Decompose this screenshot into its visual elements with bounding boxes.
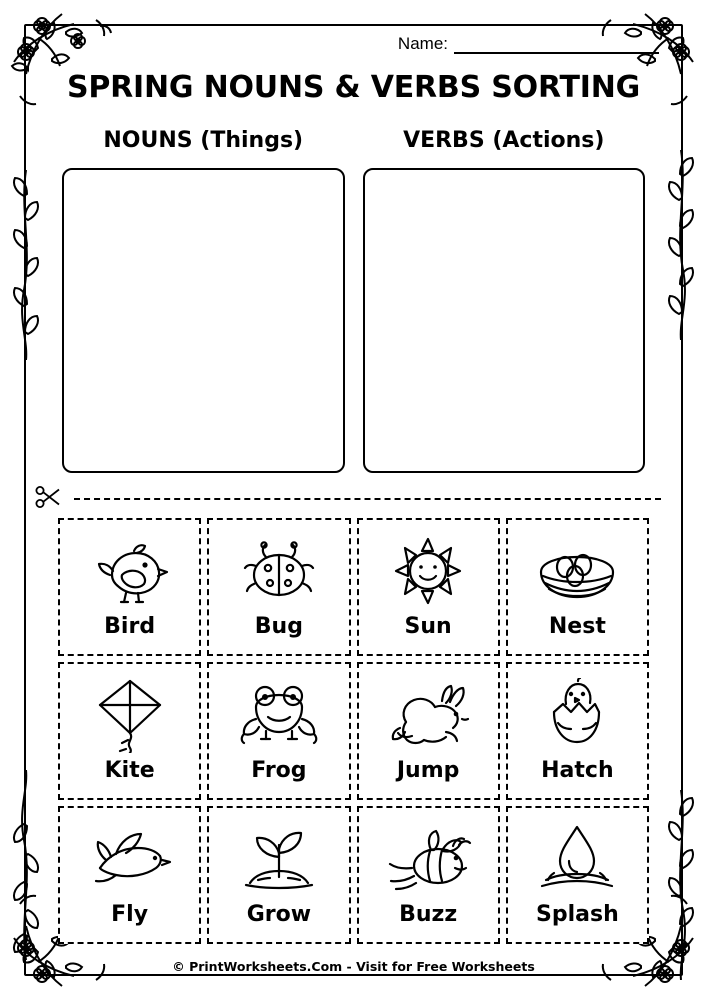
- word-card-grid: [58, 518, 649, 944]
- name-field-row: [398, 34, 659, 54]
- word-label: Jump: [396, 758, 460, 783]
- hatching-chick-icon: [508, 672, 647, 758]
- sorting-boxes: [62, 168, 645, 473]
- word-label: Hatch: [541, 758, 614, 783]
- word-label: Frog: [251, 758, 307, 783]
- sun-icon: [359, 528, 498, 614]
- word-label: Grow: [246, 902, 312, 927]
- scissors-icon: [34, 483, 62, 511]
- flying-bird-icon: [60, 816, 199, 902]
- word-card[interactable]: [58, 518, 201, 656]
- word-card[interactable]: [506, 662, 649, 800]
- word-label: Kite: [104, 758, 155, 783]
- cut-dashed-line: [74, 498, 661, 500]
- vine-leaf-icon: [661, 150, 701, 340]
- word-card[interactable]: [207, 806, 350, 944]
- word-card[interactable]: [207, 518, 350, 656]
- word-card[interactable]: [207, 662, 350, 800]
- name-label: Name:: [397, 34, 448, 53]
- name-input-blank[interactable]: [454, 35, 659, 54]
- word-label: Nest: [548, 614, 606, 639]
- verbs-column-heading: VERBS (Actions): [403, 128, 605, 153]
- vine-leaf-icon: [6, 170, 46, 360]
- column-headings: [62, 128, 645, 153]
- nouns-drop-box[interactable]: [62, 168, 345, 473]
- nouns-column-heading: NOUNS (Things): [103, 128, 304, 153]
- word-label: Bird: [104, 614, 156, 639]
- word-label: Buzz: [399, 902, 458, 927]
- word-label: Fly: [111, 902, 149, 927]
- frog-icon: [209, 672, 348, 758]
- word-card[interactable]: [357, 518, 500, 656]
- word-card[interactable]: [506, 518, 649, 656]
- word-card[interactable]: [506, 806, 649, 944]
- kite-icon: [60, 672, 199, 758]
- verbs-drop-box[interactable]: [363, 168, 646, 473]
- word-card[interactable]: [58, 662, 201, 800]
- vine-leaf-icon: [6, 770, 46, 960]
- floral-corner-icon: [4, 4, 134, 134]
- word-label: Bug: [254, 614, 303, 639]
- word-card[interactable]: [357, 662, 500, 800]
- word-label: Splash: [536, 902, 619, 927]
- bird-icon: [60, 528, 199, 614]
- cut-line-row: [34, 486, 661, 512]
- word-label: Sun: [404, 614, 452, 639]
- sprout-icon: [209, 816, 348, 902]
- floral-corner-icon: [573, 4, 703, 134]
- nest-icon: [508, 528, 647, 614]
- word-card[interactable]: [357, 806, 500, 944]
- page-title: SPRING NOUNS & VERBS SORTING: [66, 70, 641, 105]
- vine-leaf-icon: [661, 790, 701, 980]
- word-card[interactable]: [58, 806, 201, 944]
- water-drop-icon: [508, 816, 647, 902]
- ladybug-icon: [209, 528, 348, 614]
- bee-icon: [359, 816, 498, 902]
- rabbit-icon: [359, 672, 498, 758]
- footer-credit: © PrintWorksheets.Com - Visit for Free Worksheets: [172, 959, 535, 974]
